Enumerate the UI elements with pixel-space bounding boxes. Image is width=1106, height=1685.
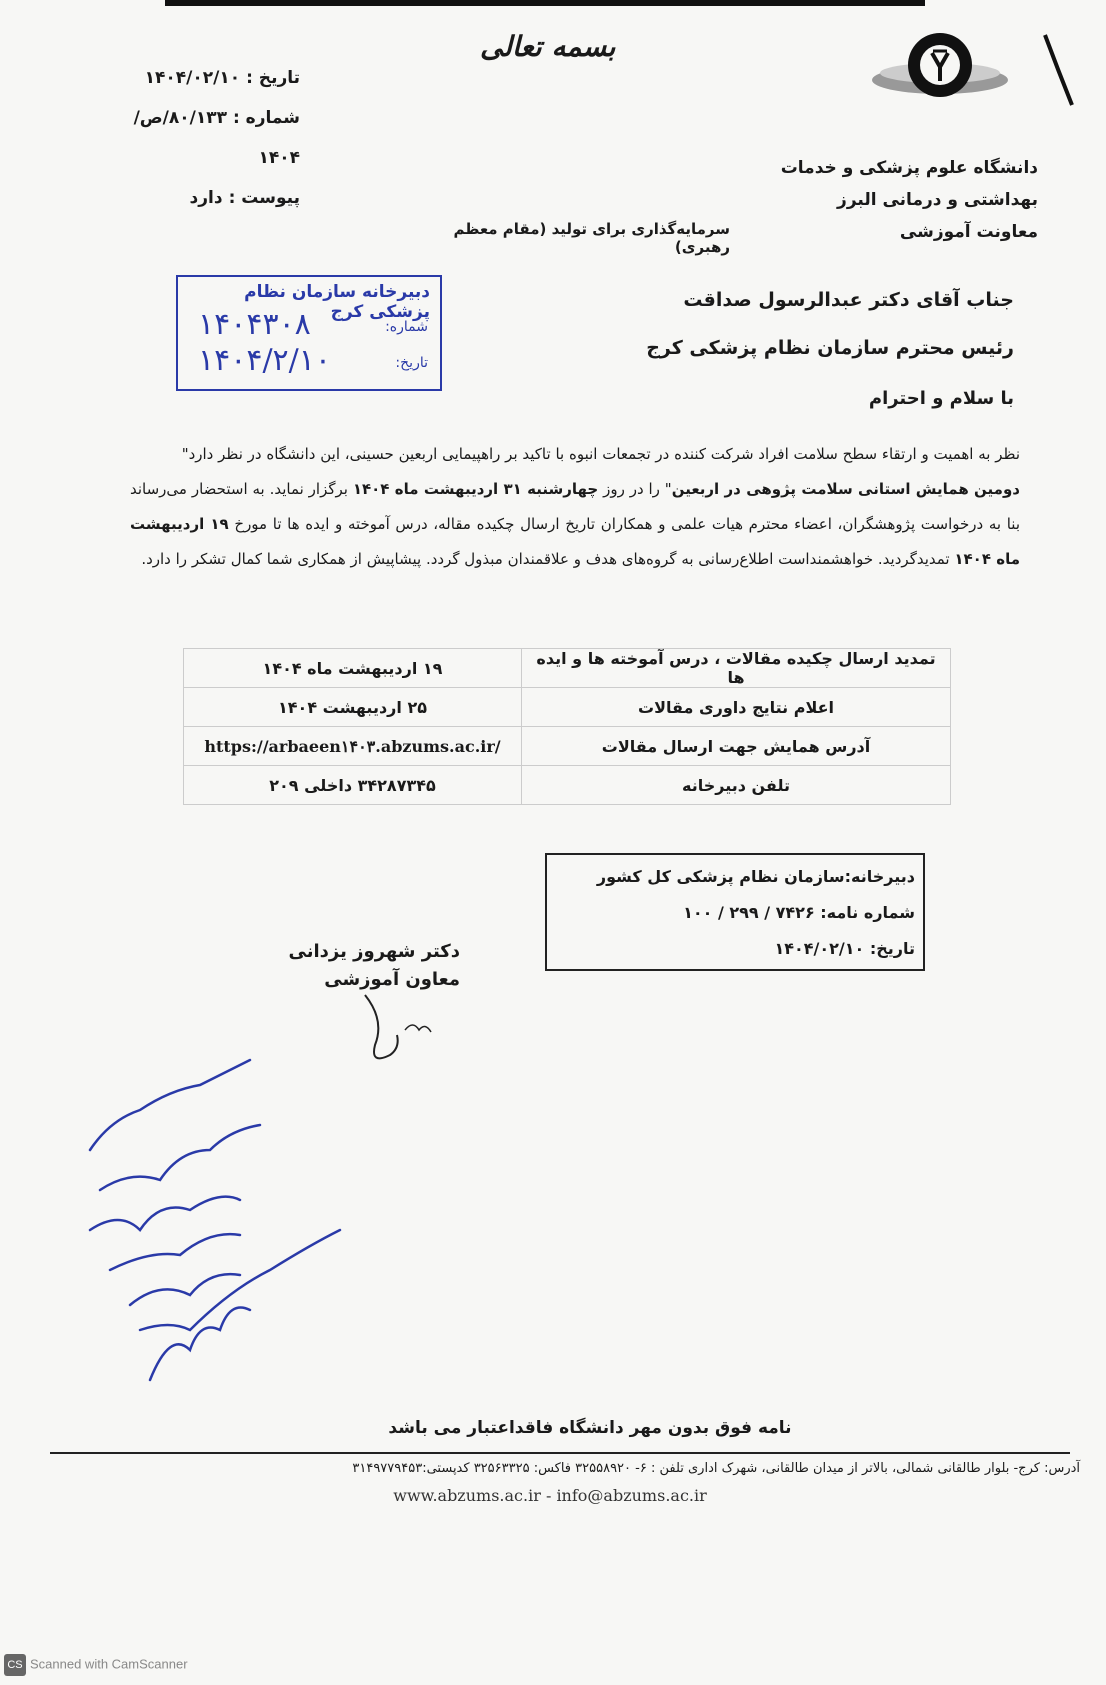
footer-address: آدرس: کرج- بلوار طالقانی شمالی، بالاتر از میدان طالقانی، شهرک اداری تلفن : ۶- ۳۲۵۵۸۹۲۰ فاکس: ۳۲۵۶۳۳۲۵ کدپستی:۳۱۴۹۷۷۹۴۵۳ xyxy=(352,1461,1080,1476)
attachment-label: پیوست : xyxy=(228,188,300,208)
date-row xyxy=(120,58,300,98)
university-line: دانشگاه علوم پزشکی و خدمات xyxy=(780,158,1038,178)
footer-validity-note: نامه فوق بدون مهر دانشگاه فاقداعتبار می باشد xyxy=(388,1418,792,1438)
conference-date: چهارشنبه ۳۱ اردیبهشت ماه ۱۴۰۴ xyxy=(352,480,599,498)
camscanner-icon: CS xyxy=(4,1654,26,1676)
top-border xyxy=(165,0,925,6)
date-label: تاریخ : xyxy=(246,68,300,88)
stamp-number-label: شماره: xyxy=(385,319,428,335)
university-line: معاونت آموزشی xyxy=(899,222,1038,242)
deadline-date: ۱۹ اردیبهشت ماه ۱۴۰۴ xyxy=(130,515,1020,568)
attachment-value: دارد xyxy=(189,188,223,208)
table-value: ۲۵ اردیبهشت ۱۴۰۴ xyxy=(184,688,522,727)
signer-title: معاون آموزشی xyxy=(324,969,460,990)
table-key: آدرس همایش جهت ارسال مقالات xyxy=(522,727,951,766)
stamp-date-value: ۱۴۰۴/۲/۱۰ xyxy=(198,343,332,378)
date-value: ۱۴۰۴/۰۲/۱۰ xyxy=(144,68,241,88)
schedule-table xyxy=(183,648,951,805)
stamp-number-value: ۱۴۰۴۳۰۸ xyxy=(198,307,311,342)
outbound-stamp xyxy=(545,853,925,971)
addressee xyxy=(646,276,1014,372)
conference-url[interactable]: https://arbaeen۱۴۰۳.abzums.ac.ir/ xyxy=(184,727,522,766)
outbound-stamp-line: شماره نامه: ۷۴۲۶ / ۲۹۹ / ۱۰۰ xyxy=(683,903,915,922)
stamp-date-label: تاریخ: xyxy=(395,355,428,371)
addressee-title: رئیس محترم سازمان نظام پزشکی کرج xyxy=(646,337,1014,359)
table-row xyxy=(184,649,951,688)
body-text: برگزار نماید. به استحضار می‌رساند بنا به درخواست پژوهشگران، اعضاء محترم هیات علمی و همکاران تاریخ ارسال چکیده مقاله، درس آموخته و ایده ها تا مورخ xyxy=(130,480,1021,533)
page-number-mark xyxy=(1040,30,1080,110)
table-key: تمدید ارسال چکیده مقالات ، درس آموخته ها و ایده ها xyxy=(522,649,951,688)
university-name xyxy=(781,152,1038,248)
stamp-title: دبیرخانه سازمان نظام پزشکی کرج xyxy=(244,282,430,322)
attachment-row xyxy=(120,178,300,218)
table-key: اعلام نتایج داوری مقالات xyxy=(522,688,951,727)
footer-divider xyxy=(50,1452,1070,1454)
camscanner-watermark xyxy=(4,1654,188,1676)
table-row xyxy=(184,688,951,727)
footer-web[interactable]: www.abzums.ac.ir - info@abzums.ac.ir xyxy=(393,1486,707,1505)
inbound-stamp xyxy=(176,275,442,391)
signer-name: دکتر شهروز یزدانی xyxy=(288,941,460,962)
slogan: سرمایه‌گذاری برای تولید (مقام معظم رهبری) xyxy=(453,220,730,256)
university-line: بهداشتی و درمانی البرز xyxy=(837,190,1038,210)
outbound-stamp-line: دبیرخانه:سازمان نظام پزشکی کل کشور xyxy=(596,867,915,886)
letter-body xyxy=(130,437,1020,577)
university-logo xyxy=(865,25,1015,115)
greeting: با سلام و احترام xyxy=(868,388,1014,409)
handwritten-annotation xyxy=(70,1030,390,1410)
table-value: ۳۴۲۸۷۳۴۵ داخلی ۲۰۹ xyxy=(184,766,522,805)
table-key: تلفن دبیرخانه xyxy=(522,766,951,805)
addressee-name: جناب آقای دکتر عبدالرسول صداقت xyxy=(683,289,1014,311)
number-row xyxy=(120,98,300,178)
letter-meta xyxy=(120,58,300,218)
body-text: نظر به اهمیت و ارتقاء سطح سلامت افراد شرکت کننده در تجمعات انبوه با تاکید بر راهپیمایی اربعین حسینی، این دانشگاه در نظر دارد" xyxy=(181,445,1020,463)
table-value: ۱۹ اردیبهشت ماه ۱۴۰۴ xyxy=(184,649,522,688)
outbound-stamp-line: تاریخ: ۱۴۰۴/۰۲/۱۰ xyxy=(774,939,915,958)
watermark-text: Scanned with CamScanner xyxy=(30,1656,188,1672)
number-value: ۸۰/۱۳۳/ص/۱۴۰۴ xyxy=(133,108,300,168)
body-text: تمدیدگردید. خواهشمنداست اطلاع‌رسانی به گروه‌های هدف و علاقمندان مبذول گردد. پیشاپیش از همکاری شما کمال تشکر را دارد. xyxy=(141,550,955,568)
number-label: شماره : xyxy=(232,108,300,128)
bismillah-heading: بسمه تعالی xyxy=(480,30,616,63)
table-row xyxy=(184,727,951,766)
body-text: " را در روز xyxy=(598,480,672,498)
signatory xyxy=(280,938,460,994)
table-row xyxy=(184,766,951,805)
conference-name: دومین همایش استانی سلامت پژوهی در اربعین xyxy=(671,480,1020,498)
